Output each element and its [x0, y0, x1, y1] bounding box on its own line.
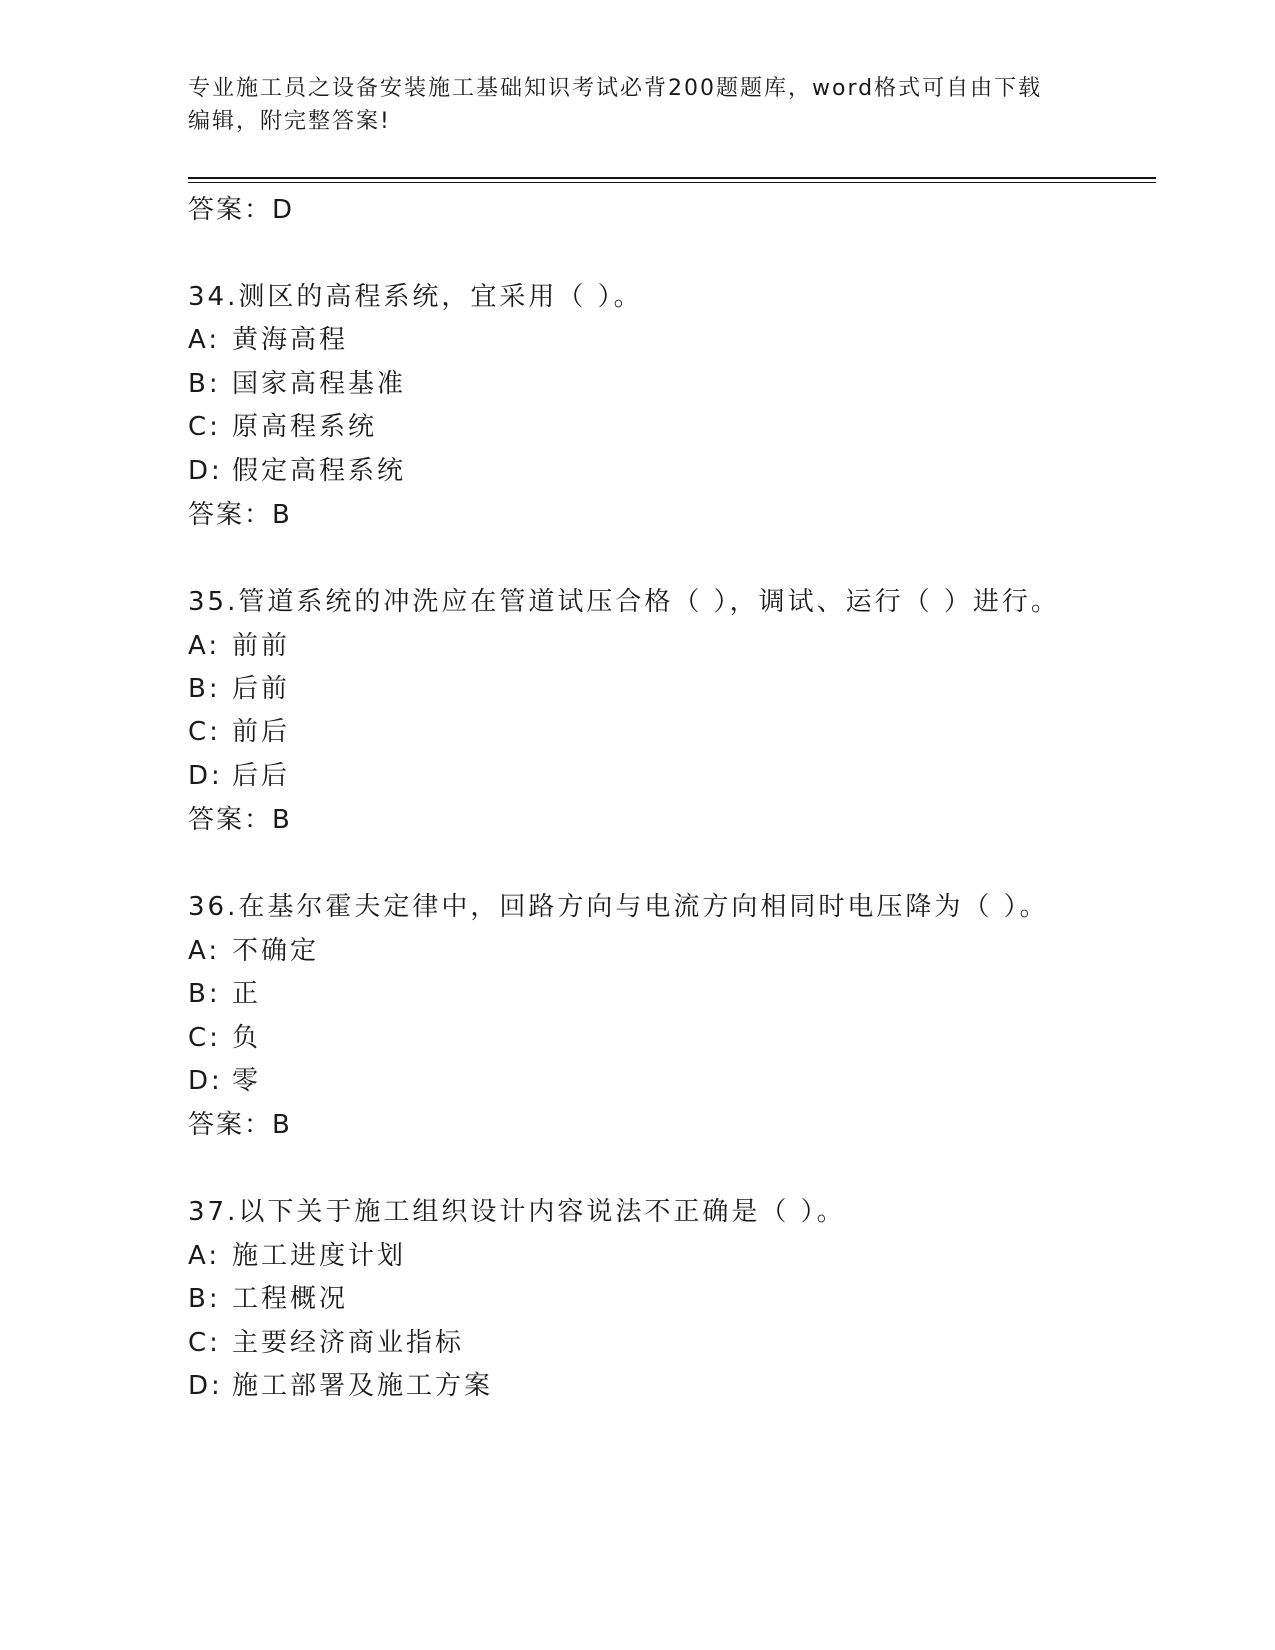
- header-line-1: 专业施工员之设备安装施工基础知识考试必背200题题库，word格式可自由下载: [188, 76, 1043, 101]
- option-text: 工程概况: [232, 1284, 349, 1314]
- option-text: 施工进度计划: [232, 1241, 407, 1271]
- option-label: B:: [188, 1284, 221, 1314]
- header-rule-thick: [188, 177, 1156, 179]
- option-d: [188, 760, 290, 792]
- option-text: 正: [232, 979, 262, 1009]
- option-label: A:: [188, 325, 221, 355]
- option-text: 后前: [232, 674, 291, 704]
- option-text: 前前: [232, 631, 291, 661]
- previous-answer: 答案：D: [188, 195, 295, 225]
- option-text: 施工部署及施工方案: [232, 1371, 494, 1401]
- option-b: [188, 1283, 348, 1315]
- option-text: 主要经济商业指标: [232, 1328, 465, 1358]
- option-d: [188, 1065, 261, 1097]
- option-a: [188, 935, 319, 967]
- option-text: 国家高程基准: [232, 369, 407, 399]
- option-label: D:: [188, 761, 223, 791]
- option-d: [188, 1370, 493, 1402]
- option-text: 前后: [232, 717, 291, 747]
- option-text: 负: [232, 1023, 262, 1053]
- document-header: [188, 72, 1088, 138]
- question-stem: 35.管道系统的冲洗应在管道试压合格（ ），调试、运行（ ）进行。: [188, 587, 1060, 617]
- answer-line: 答案：B: [188, 500, 292, 530]
- option-label: A:: [188, 631, 221, 661]
- option-label: C:: [188, 412, 221, 442]
- option-label: B:: [188, 979, 221, 1009]
- option-text: 原高程系统: [232, 412, 378, 442]
- option-label: B:: [188, 674, 221, 704]
- option-c: [188, 716, 290, 748]
- option-c: [188, 1022, 261, 1054]
- question-stem: 36.在基尔霍夫定律中，回路方向与电流方向相同时电压降为（ ）。: [188, 892, 1049, 922]
- answer-line: 答案：B: [188, 805, 292, 835]
- option-label: D:: [188, 1066, 223, 1096]
- header-line-2: 编辑，附完整答案!: [188, 109, 391, 134]
- question-stem: 34.测区的高程系统，宜采用（ ）。: [188, 282, 643, 312]
- answer-line: 答案：B: [188, 1110, 292, 1140]
- option-a: [188, 1240, 406, 1272]
- option-a: [188, 324, 348, 356]
- option-text: 零: [232, 1066, 262, 1096]
- option-label: A:: [188, 1241, 221, 1271]
- option-label: B:: [188, 369, 221, 399]
- option-label: D:: [188, 1371, 223, 1401]
- option-a: [188, 630, 290, 662]
- option-label: C:: [188, 1023, 221, 1053]
- option-label: D:: [188, 456, 223, 486]
- option-d: [188, 455, 406, 487]
- option-c: [188, 1327, 464, 1359]
- header-rule-thin: [188, 182, 1156, 183]
- option-c: [188, 411, 377, 443]
- option-label: A:: [188, 936, 221, 966]
- option-label: C:: [188, 1328, 221, 1358]
- option-text: 黄海高程: [232, 325, 349, 355]
- option-text: 不确定: [232, 936, 320, 966]
- option-text: 后后: [232, 761, 291, 791]
- option-b: [188, 978, 261, 1010]
- option-label: C:: [188, 717, 221, 747]
- question-stem: 37.以下关于施工组织设计内容说法不正确是（ ）。: [188, 1197, 846, 1227]
- option-text: 假定高程系统: [232, 456, 407, 486]
- option-b: [188, 368, 406, 400]
- option-b: [188, 673, 290, 705]
